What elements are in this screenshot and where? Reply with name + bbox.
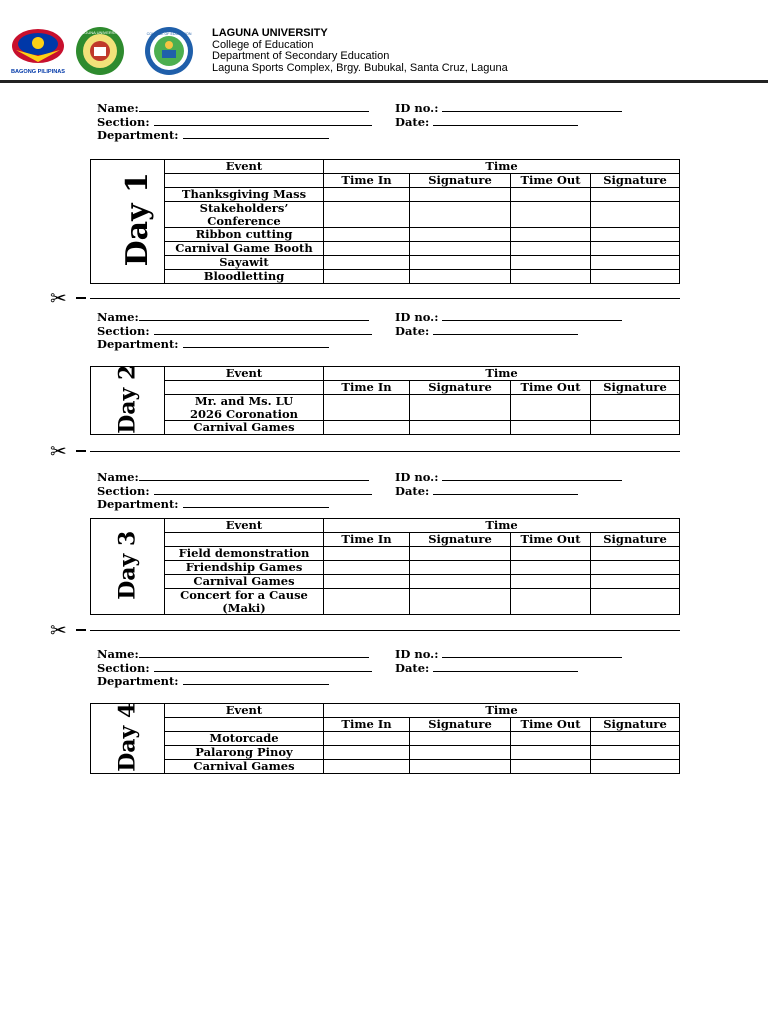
table-row	[91, 575, 680, 589]
section-label: Section:	[97, 660, 150, 675]
name-field[interactable]	[139, 469, 369, 481]
signature-out-header: Signature	[591, 381, 680, 395]
department-field[interactable]	[183, 127, 329, 139]
signature-out-cell[interactable]	[591, 270, 680, 284]
institution-header-text	[212, 28, 508, 74]
time-header: Time	[324, 367, 680, 381]
signature-in-cell[interactable]	[410, 270, 511, 284]
signature-in-cell[interactable]	[410, 547, 511, 561]
department-label: Department:	[97, 337, 179, 351]
student-info-day-2	[97, 309, 637, 350]
signature-out-header: Signature	[591, 174, 680, 188]
department-label: Department:	[97, 497, 179, 511]
name-label: Name:	[97, 101, 139, 115]
attendance-table-day-1	[90, 159, 680, 284]
cut-line	[46, 439, 680, 463]
laguna-university-seal	[71, 26, 129, 76]
time-in-cell[interactable]	[324, 270, 410, 284]
event-name: Sayawit	[165, 256, 324, 270]
signature-out-header: Signature	[591, 533, 680, 547]
time-out-cell[interactable]	[511, 575, 591, 589]
time-in-cell[interactable]	[324, 242, 410, 256]
table-row	[91, 760, 680, 774]
time-out-cell[interactable]	[511, 242, 591, 256]
table-row	[91, 242, 680, 256]
time-in-cell[interactable]	[324, 561, 410, 575]
date-field[interactable]	[433, 114, 578, 126]
event-name: Palarong Pinoy	[165, 746, 324, 760]
section-field[interactable]	[154, 483, 372, 495]
day-label: Day 2	[114, 364, 141, 434]
signature-out-cell[interactable]	[591, 228, 680, 242]
scissors-icon: ✂	[50, 439, 67, 463]
time-in-cell[interactable]	[324, 421, 410, 435]
college-name: College of Education	[212, 38, 314, 51]
time-in-header: Time In	[324, 381, 410, 395]
time-in-cell[interactable]	[324, 760, 410, 774]
cut-rule	[90, 298, 680, 299]
date-field[interactable]	[433, 323, 578, 335]
signature-out-cell[interactable]	[591, 547, 680, 561]
department-field[interactable]	[183, 673, 329, 685]
table-row	[91, 395, 680, 421]
day-label: Day 1	[119, 171, 155, 267]
time-out-cell[interactable]	[511, 270, 591, 284]
event-header: Event	[165, 519, 324, 533]
time-out-cell[interactable]	[511, 395, 591, 421]
time-out-header: Time Out	[511, 718, 591, 732]
date-label: Date:	[395, 660, 430, 675]
time-out-cell[interactable]	[511, 228, 591, 242]
svg-text:LAGUNA UNIVERSITY: LAGUNA UNIVERSITY	[79, 30, 121, 35]
college-of-education-seal	[138, 26, 200, 76]
time-out-cell[interactable]	[511, 188, 591, 202]
student-info-day-3	[97, 469, 637, 510]
name-field[interactable]	[139, 646, 369, 658]
signature-in-header: Signature	[410, 174, 511, 188]
event-name: Carnival Games	[165, 760, 324, 774]
cut-line	[46, 618, 680, 642]
time-in-header: Time In	[324, 174, 410, 188]
time-out-cell[interactable]	[511, 561, 591, 575]
attendance-table-day-3	[90, 518, 680, 615]
event-name: Stakeholders’ Conference	[165, 202, 324, 228]
section-field[interactable]	[154, 660, 372, 672]
signature-in-cell[interactable]	[410, 228, 511, 242]
table-row	[91, 732, 680, 746]
section-label: Section:	[97, 483, 150, 498]
event-name: Ribbon cutting	[165, 228, 324, 242]
signature-out-cell[interactable]	[591, 746, 680, 760]
cut-dash	[76, 629, 86, 631]
event-header: Event	[165, 160, 324, 174]
table-row	[91, 589, 680, 615]
signature-in-cell[interactable]	[410, 395, 511, 421]
date-field[interactable]	[433, 660, 578, 672]
day-label-cell	[91, 364, 165, 435]
section-label: Section:	[97, 114, 150, 129]
signature-out-cell[interactable]	[591, 561, 680, 575]
name-label: Name:	[97, 470, 139, 484]
date-label: Date:	[395, 483, 430, 498]
signature-out-cell[interactable]	[591, 395, 680, 421]
signature-out-cell[interactable]	[591, 575, 680, 589]
signature-out-cell[interactable]	[591, 760, 680, 774]
id-field[interactable]	[442, 100, 622, 112]
time-out-cell[interactable]	[511, 202, 591, 228]
event-name: Field demonstration	[165, 547, 324, 561]
time-out-cell[interactable]	[511, 547, 591, 561]
event-name: Bloodletting	[165, 270, 324, 284]
signature-in-cell[interactable]	[410, 188, 511, 202]
time-out-cell[interactable]	[511, 760, 591, 774]
scissors-icon: ✂	[50, 286, 67, 310]
signature-in-cell[interactable]	[410, 242, 511, 256]
department-label: Department:	[97, 128, 179, 142]
cut-line	[46, 286, 680, 310]
page-header	[0, 0, 768, 84]
time-in-header: Time In	[324, 533, 410, 547]
day-label-cell	[91, 160, 165, 284]
signature-in-cell[interactable]	[410, 561, 511, 575]
time-in-cell[interactable]	[324, 228, 410, 242]
time-out-cell[interactable]	[511, 732, 591, 746]
time-in-cell[interactable]	[324, 202, 410, 228]
signature-in-cell[interactable]	[410, 589, 511, 615]
student-info-day-4	[97, 646, 637, 687]
signature-out-cell[interactable]	[591, 256, 680, 270]
table-row	[91, 270, 680, 284]
svg-text:COLLEGE OF EDUCATION: COLLEGE OF EDUCATION	[146, 32, 192, 36]
signature-out-cell[interactable]	[591, 421, 680, 435]
time-in-cell[interactable]	[324, 589, 410, 615]
scissors-icon: ✂	[50, 618, 67, 642]
svg-text:BAGONG PILIPINAS: BAGONG PILIPINAS	[10, 69, 66, 75]
signature-out-cell[interactable]	[591, 242, 680, 256]
event-subheader-blank	[165, 533, 324, 547]
section-field[interactable]	[154, 114, 372, 126]
event-name: Mr. and Ms. LU 2026 Coronation	[165, 395, 324, 421]
event-subheader-blank	[165, 718, 324, 732]
name-label: Name:	[97, 647, 139, 661]
time-in-cell[interactable]	[324, 746, 410, 760]
id-label: ID no.:	[395, 647, 439, 661]
department-name: Department of Secondary Education	[212, 50, 390, 62]
day-label-cell	[91, 704, 165, 774]
signature-out-cell[interactable]	[591, 188, 680, 202]
time-in-cell[interactable]	[324, 395, 410, 421]
time-in-header: Time In	[324, 718, 410, 732]
cut-dash	[76, 450, 86, 452]
name-label: Name:	[97, 310, 139, 324]
event-header: Event	[165, 367, 324, 381]
name-field[interactable]	[139, 100, 369, 112]
signature-out-cell[interactable]	[591, 732, 680, 746]
signature-out-cell[interactable]	[591, 589, 680, 615]
signature-in-cell[interactable]	[410, 421, 511, 435]
time-out-cell[interactable]	[511, 746, 591, 760]
date-label: Date:	[395, 114, 430, 129]
signature-in-header: Signature	[410, 533, 511, 547]
signature-in-cell[interactable]	[410, 746, 511, 760]
signature-in-header: Signature	[410, 718, 511, 732]
event-name: Carnival Games	[165, 575, 324, 589]
id-label: ID no.:	[395, 310, 439, 324]
signature-in-cell[interactable]	[410, 732, 511, 746]
id-field[interactable]	[442, 646, 622, 658]
time-header: Time	[324, 704, 680, 718]
attendance-table-day-4	[90, 703, 680, 774]
time-header: Time	[324, 519, 680, 533]
time-out-cell[interactable]	[511, 256, 591, 270]
attendance-table-day-2	[90, 366, 680, 435]
time-out-cell[interactable]	[511, 421, 591, 435]
day-label-cell	[91, 519, 165, 615]
signature-in-cell[interactable]	[410, 760, 511, 774]
signature-out-header: Signature	[591, 718, 680, 732]
signature-in-cell[interactable]	[410, 202, 511, 228]
time-in-cell[interactable]	[324, 547, 410, 561]
table-row	[91, 547, 680, 561]
date-field[interactable]	[433, 483, 578, 495]
event-subheader-blank	[165, 381, 324, 395]
table-row	[91, 256, 680, 270]
department-label: Department:	[97, 674, 179, 688]
event-header: Event	[165, 704, 324, 718]
table-row	[91, 202, 680, 228]
time-in-cell[interactable]	[324, 575, 410, 589]
institution-address: Laguna Sports Complex, Brgy. Bubukal, Santa Cruz, Laguna	[212, 61, 508, 74]
section-label: Section:	[97, 323, 150, 338]
id-label: ID no.:	[395, 470, 439, 484]
id-field[interactable]	[442, 309, 622, 321]
day-label: Day 4	[114, 702, 141, 772]
cut-rule	[90, 451, 680, 452]
time-out-header: Time Out	[511, 174, 591, 188]
time-header: Time	[324, 160, 680, 174]
id-field[interactable]	[442, 469, 622, 481]
student-info-day-1	[97, 100, 637, 141]
date-label: Date:	[395, 323, 430, 338]
table-row	[91, 421, 680, 435]
event-name: Concert for a Cause (Maki)	[165, 589, 324, 615]
event-subheader-blank	[165, 174, 324, 188]
table-row	[91, 746, 680, 760]
event-name: Thanksgiving Mass	[165, 188, 324, 202]
header-divider	[0, 80, 768, 83]
time-in-cell[interactable]	[324, 256, 410, 270]
time-in-cell[interactable]	[324, 732, 410, 746]
table-row	[91, 188, 680, 202]
table-row	[91, 561, 680, 575]
university-name: LAGUNA UNIVERSITY	[212, 27, 328, 39]
bagong-pilipinas-logo	[10, 26, 66, 76]
name-field[interactable]	[139, 309, 369, 321]
signature-in-cell[interactable]	[410, 575, 511, 589]
time-in-cell[interactable]	[324, 188, 410, 202]
department-field[interactable]	[183, 496, 329, 508]
section-field[interactable]	[154, 323, 372, 335]
time-out-header: Time Out	[511, 533, 591, 547]
event-name: Carnival Game Booth	[165, 242, 324, 256]
id-label: ID no.:	[395, 101, 439, 115]
cut-rule	[90, 630, 680, 631]
table-row	[91, 228, 680, 242]
event-name: Carnival Games	[165, 421, 324, 435]
signature-in-cell[interactable]	[410, 256, 511, 270]
signature-out-cell[interactable]	[591, 202, 680, 228]
time-out-cell[interactable]	[511, 589, 591, 615]
day-label: Day 3	[114, 530, 141, 600]
cut-dash	[76, 297, 86, 299]
event-name: Friendship Games	[165, 561, 324, 575]
time-out-header: Time Out	[511, 381, 591, 395]
signature-in-header: Signature	[410, 381, 511, 395]
event-name: Motorcade	[165, 732, 324, 746]
department-field[interactable]	[183, 336, 329, 348]
